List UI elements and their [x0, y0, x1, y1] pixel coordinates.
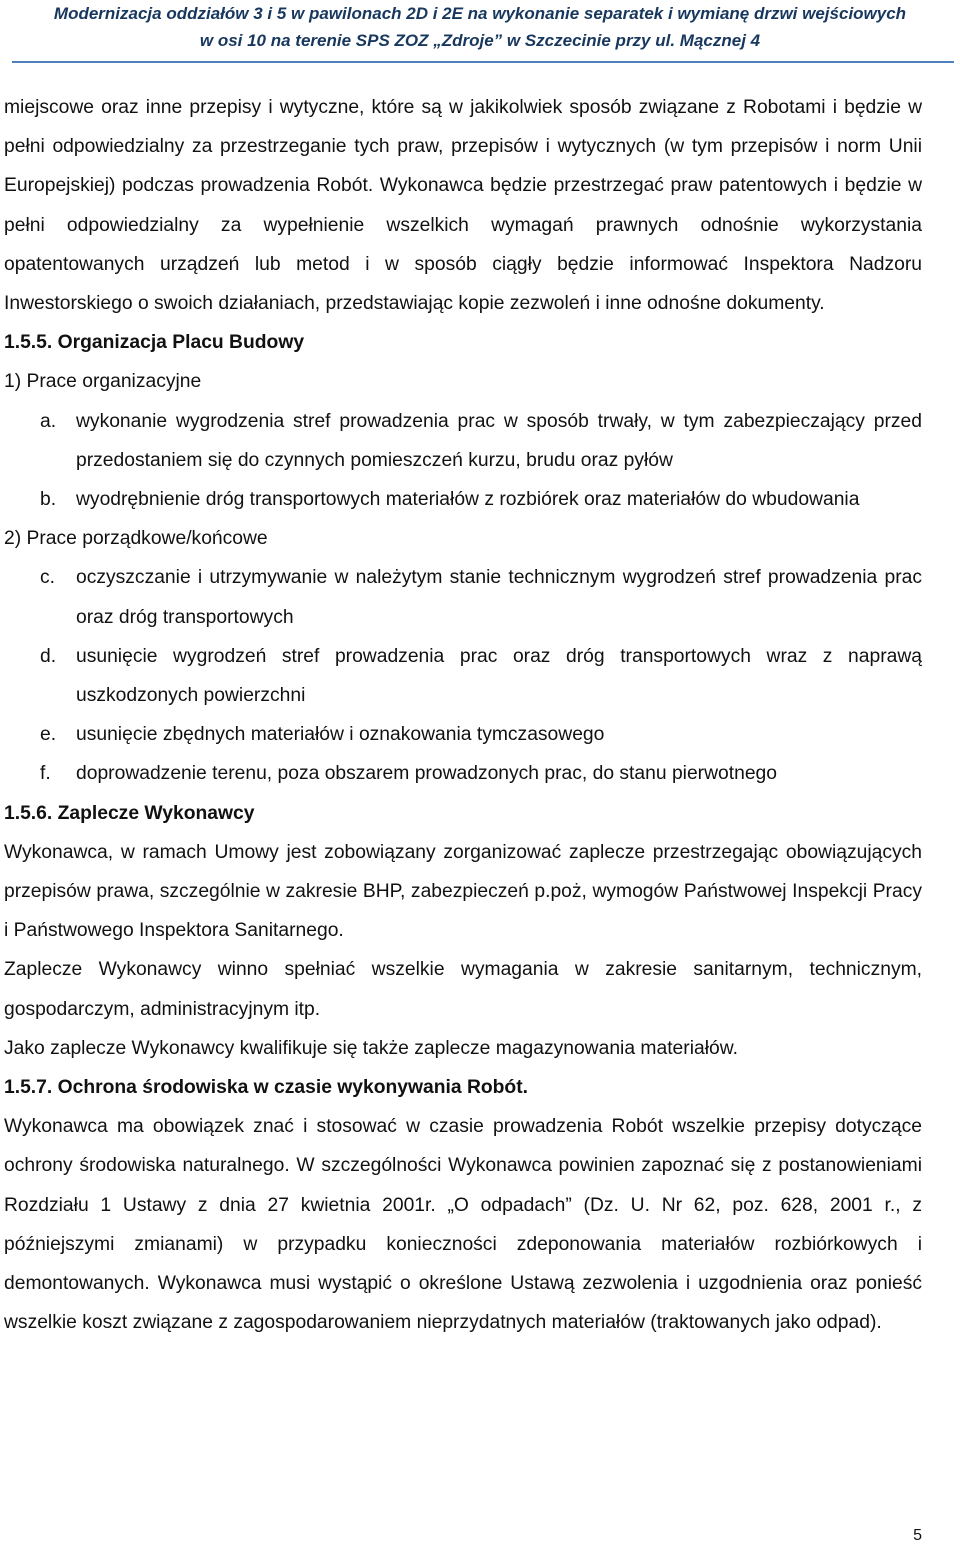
list-item-text: oczyszczanie i utrzymywanie w należytym stanie technicznym wygrodzeń stref prowadzenia prac oraz dróg transportowych — [76, 567, 922, 628]
list-item — [4, 637, 922, 715]
list-marker: a. — [40, 410, 57, 432]
section-heading-1-5-5: 1.5.5. Organizacja Placu Budowy — [4, 332, 305, 354]
list-marker: e. — [40, 724, 57, 746]
paragraph-compliance: miejscowe oraz inne przepisy i wytyczne, które są w jakikolwiek sposób związane z Robotami i będzie w pełni odpowiedzialny za przestrzeganie tych praw, przepisów i wytycznych (w tym przepisów i norm Unii Europejskiej) podczas prowadzenia Robót. Wykonawca będzie przestrzegać praw patentowych i będzie w pełni odpowiedzialny za wypełnienie wszelkich wymagań prawnych odnośnie wykorzystania opatentowanych urządzeń lub metod i w sposób ciągły będzie informować Inspektora Nadzoru Inwestorskiego o swoich działaniach, przedstawiając kopie zezwoleń i inne odnośne dokumenty. — [4, 97, 922, 315]
section-heading-1-5-7: 1.5.7. Ochrona środowiska w czasie wykonywania Robót. — [4, 1077, 528, 1099]
list-item — [4, 480, 922, 519]
header-line-2: w osi 10 na terenie SPS ZOZ „Zdroje” w Szczecinie przy ul. Mącznej 4 — [199, 31, 761, 50]
page-header — [0, 0, 960, 54]
page-number: 5 — [913, 1527, 922, 1544]
header-line-1: Modernizacja oddziałów 3 i 5 w pawilonach 2D i 2E na wykonanie separatek i wymianę drzwi wejściowych — [53, 4, 907, 23]
header-divider — [12, 61, 954, 63]
subheading-prace-porzadkowe: 2) Prace porządkowe/końcowe — [4, 528, 268, 550]
list-item — [4, 402, 922, 480]
section-heading-1-5-6: 1.5.6. Zaplecze Wykonawcy — [4, 802, 255, 824]
list-marker: f. — [40, 763, 51, 785]
paragraph-zaplecze-storage: Jako zaplecze Wykonawcy kwalifikuje się także zaplecze magazynowania materiałów. — [4, 1037, 738, 1059]
list-marker: c. — [40, 567, 55, 589]
list-item — [4, 754, 922, 793]
list-item-text: doprowadzenie terenu, poza obszarem prowadzonych prac, do stanu pierwotnego — [76, 763, 777, 785]
list-item-text: wyodrębnienie dróg transportowych materiałów z rozbiórek oraz materiałów do wbudowania — [76, 489, 860, 511]
list-item-text: usunięcie zbędnych materiałów i oznakowania tymczasowego — [76, 724, 605, 746]
document-body — [4, 88, 922, 1343]
list-item-text: wykonanie wygrodzenia stref prowadzenia prac w sposób trwały, w tym zabezpieczający przed przedostaniem się do czynnych pomieszczeń kurzu, brudu oraz pyłów — [76, 410, 922, 471]
list-marker: b. — [40, 489, 57, 511]
list-item-text: usunięcie wygrodzeń stref prowadzenia prac oraz dróg transportowych wraz z naprawą uszkodzonych powierzchni — [76, 645, 922, 707]
paragraph-zaplecze-obligation: Wykonawca, w ramach Umowy jest zobowiązany zorganizować zaplecze przestrzegając obowiązujących przepisów prawa, szczególnie w zakresie BHP, zabezpieczeń p.poż, wymogów Państwowej Inspekcji Pracy i Państwowego Inspektora Sanitarnego. — [4, 841, 922, 942]
paragraph-zaplecze-requirements: Zaplecze Wykonawcy winno spełniać wszelkie wymagania w zakresie sanitarnym, technicznym, gospodarczym, administracyjnym itp. — [4, 959, 922, 1020]
list-item — [4, 558, 922, 636]
subheading-prace-organizacyjne: 1) Prace organizacyjne — [4, 371, 202, 393]
list-item — [4, 715, 922, 754]
paragraph-environment: Wykonawca ma obowiązek znać i stosować w czasie prowadzenia Robót wszelkie przepisy dotyczące ochrony środowiska naturalnego. W szczególności Wykonawca powinien zapoznać się z postanowieniami Rozdziału 1 Ustawy z dnia 27 kwietnia 2001r. „O odpadach” (Dz. U. Nr 62, poz. 628, 2001 r., z późniejszymi zmianami) w przypadku konieczności zdeponowania materiałów rozbiórkowych i demontowanych. Wykonawca musi wystąpić o określone Ustawą zezwolenia i uzgodnienia oraz ponieść wszelkie koszt związane z zagospodarowaniem nieprzydatnych materiałów (traktowanych jako odpad). — [4, 1116, 922, 1334]
list-marker: d. — [40, 645, 57, 667]
